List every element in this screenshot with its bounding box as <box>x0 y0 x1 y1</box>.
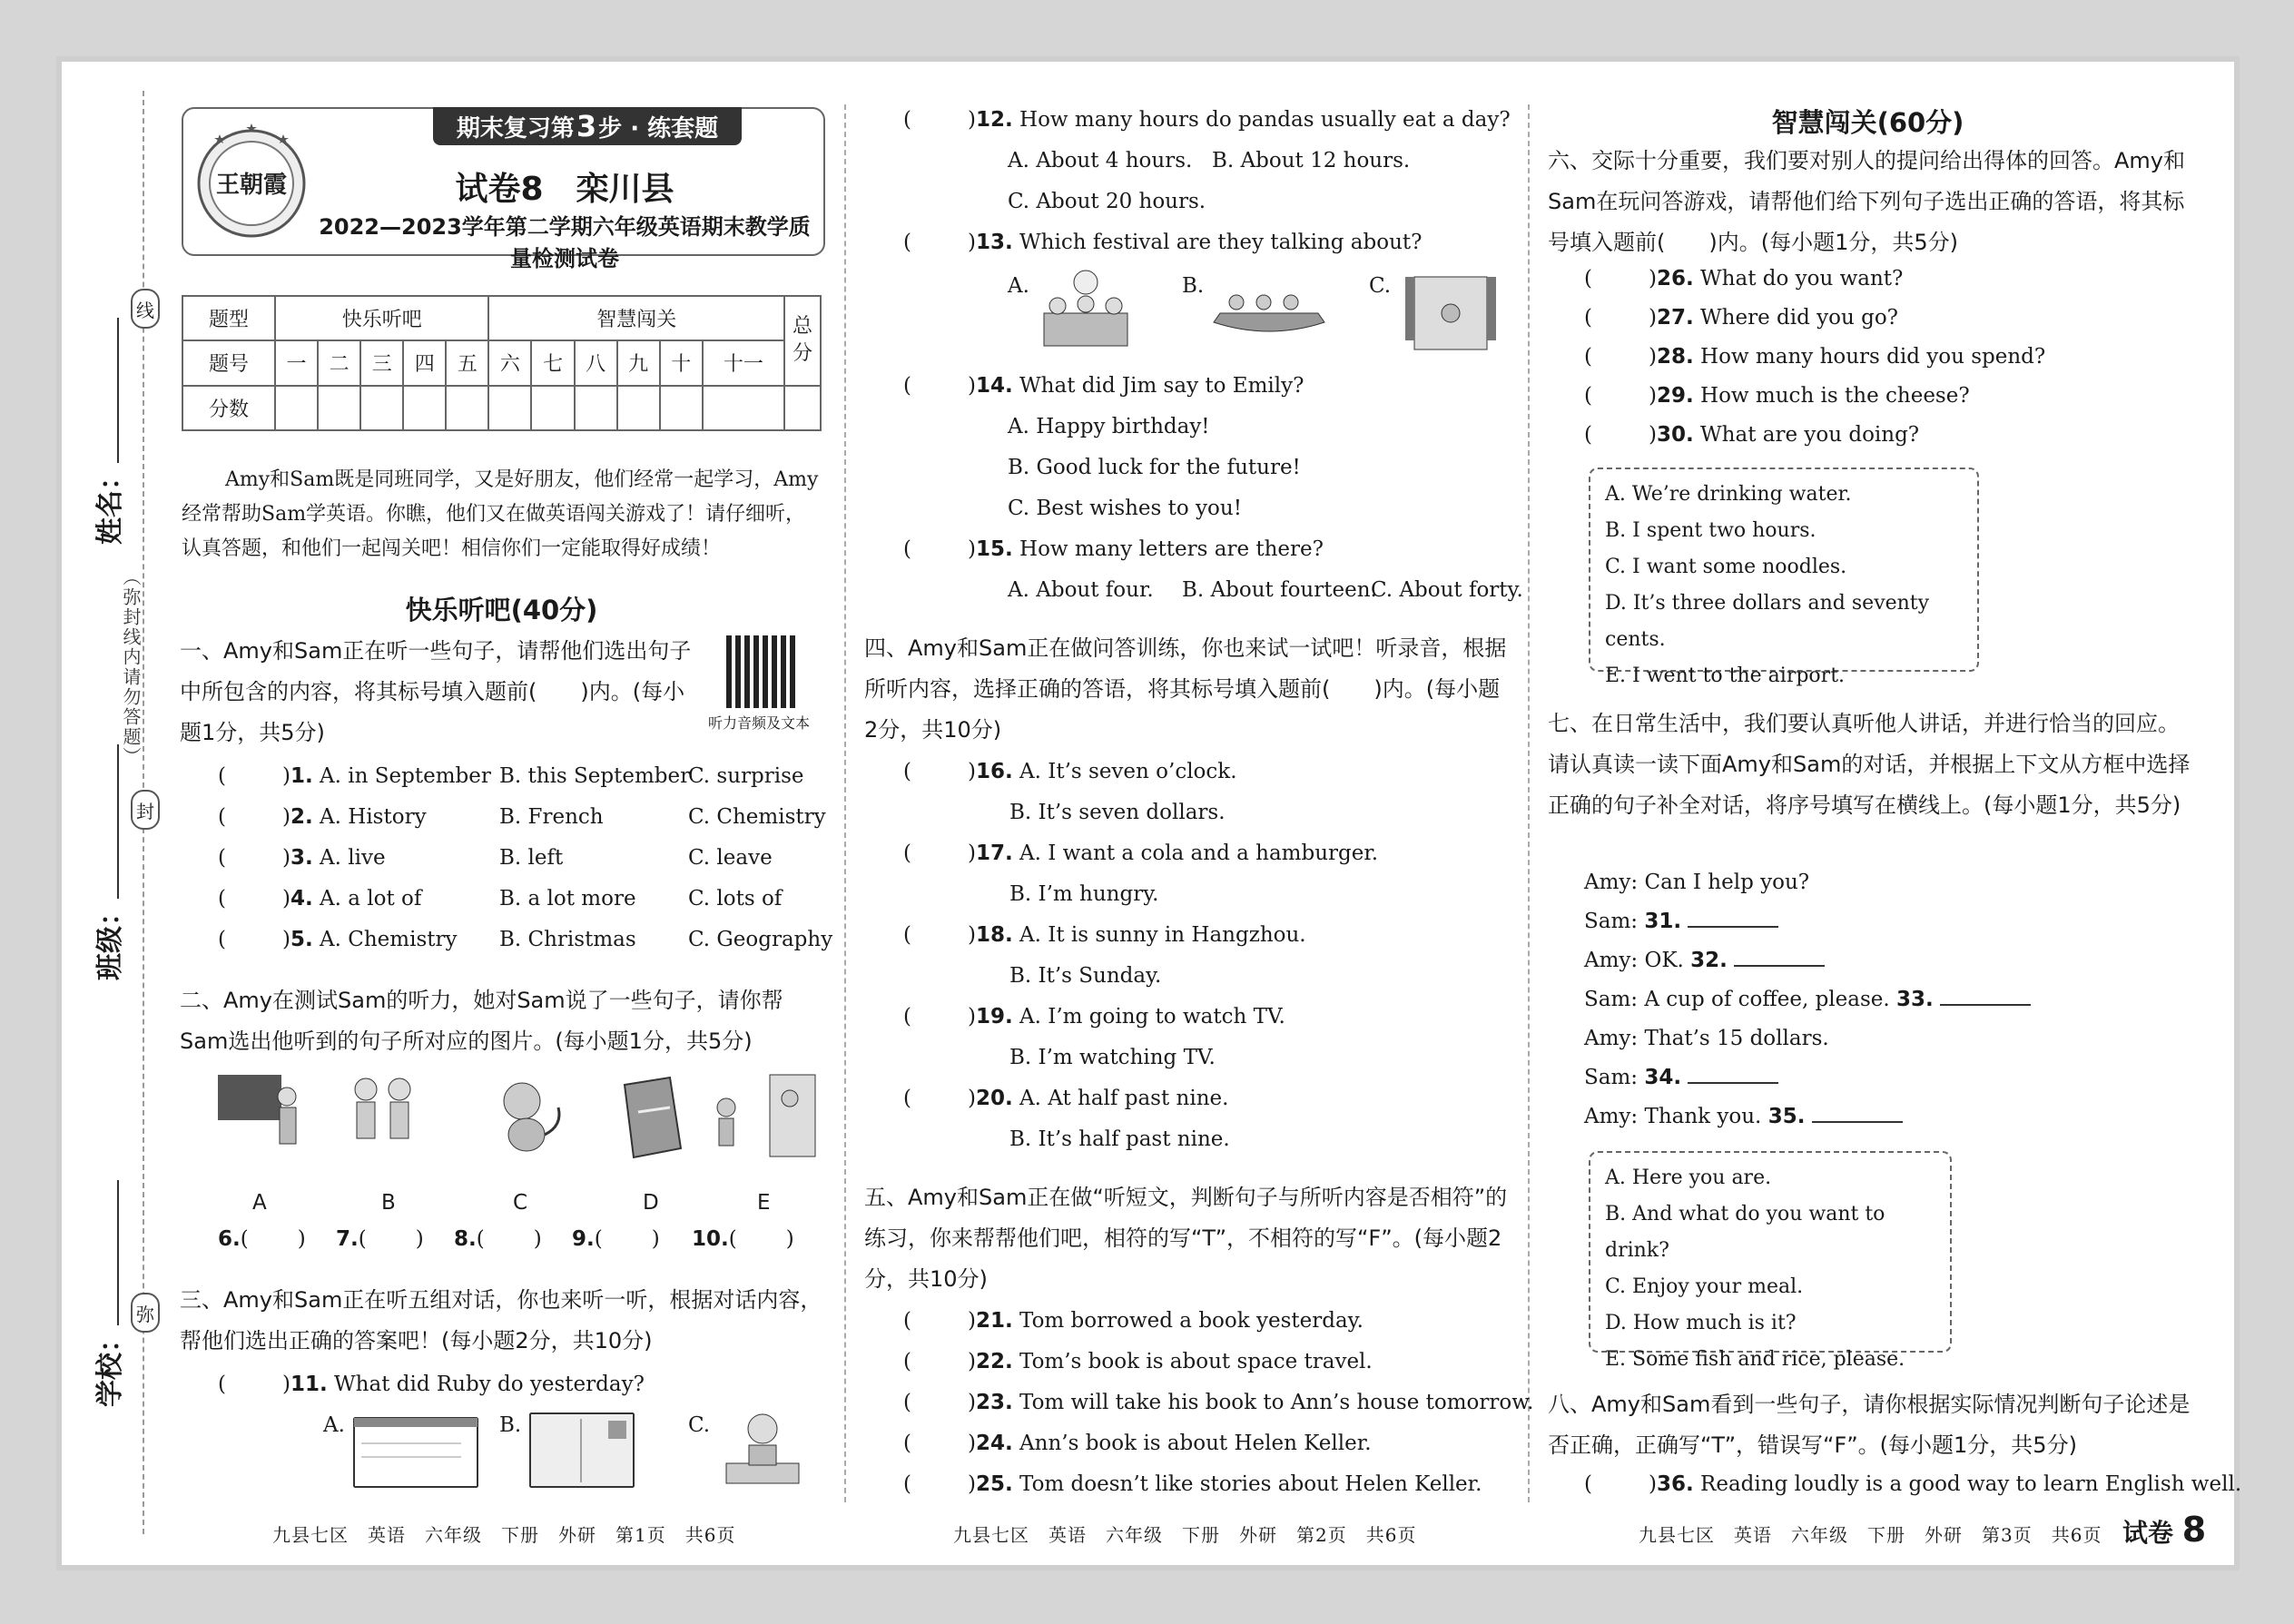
option-line: E. Some fish and rice, please. <box>1605 1348 1905 1371</box>
option-b: B. <box>1182 274 1205 298</box>
option-line: D. It’s three dollars and seventy cents. <box>1605 592 1930 651</box>
answer-blank[interactable]: 6.( ) <box>218 1227 306 1251</box>
section5-instructions: 五、Amy和Sam正在做“听短文，判断句子与所听内容是否相符”的练习，你来帮帮他们吧，相符的写“T”，不相符的写“F”。(每小题2分，共10分) <box>864 1185 1508 1292</box>
list-item: ( )26. What do you want? <box>1584 267 1904 290</box>
option-line: D. How much is it? <box>1605 1312 1797 1334</box>
option-line: B. I spent two hours. <box>1605 519 1816 542</box>
question-12: ( )12. How many hours do pandas usually eat a day? <box>903 108 1511 132</box>
table-cell: 总分 <box>784 296 821 386</box>
question-11: ( )11. What did Ruby do yesterday? <box>218 1373 645 1396</box>
table-cell: 十一 <box>703 340 784 385</box>
option-c: C. <box>1369 274 1392 298</box>
publisher-logo <box>192 118 310 243</box>
option-c: C. surprise <box>688 764 804 788</box>
table-cell: 六 <box>488 340 531 385</box>
score-cell[interactable] <box>784 386 821 430</box>
monkey-picture <box>486 1076 567 1157</box>
option-b: B. this September <box>499 764 691 788</box>
picture-letter: C <box>513 1191 528 1215</box>
exam-title: 试卷8 栾川县 <box>455 171 674 208</box>
table-cell: 七 <box>531 340 574 385</box>
score-cell[interactable] <box>660 386 703 430</box>
list-item: ( )2. A. History <box>218 805 427 829</box>
list-item: ( )1. A. in September <box>218 764 491 788</box>
list-item: ( )29. How much is the cheese? <box>1584 384 1970 408</box>
option-b: B. a lot more <box>499 887 636 910</box>
score-cell[interactable] <box>360 386 403 430</box>
list-item: ( )5. A. Chemistry <box>218 928 458 951</box>
question-15: ( )15. How many letters are there? <box>903 537 1324 561</box>
option-c: C. Best wishes to you! <box>1008 497 1242 520</box>
option-b: B. <box>499 1413 522 1437</box>
exam-number-badge: 试卷 8 <box>2122 1510 2207 1550</box>
qr-label: 听力音频及文本 <box>708 714 811 732</box>
list-item: ( )16. A. It’s seven o’clock. <box>903 760 1237 783</box>
review-step-badge: 期末复习第 3 步 · 练套题 <box>433 107 742 145</box>
two-children-picture <box>343 1071 425 1162</box>
option-b: B. It’s half past nine. <box>1009 1127 1230 1151</box>
option-line: A. Here you are. <box>1605 1166 1772 1189</box>
list-item: ( )25. Tom doesn’t like stories about Helen Keller. <box>903 1472 1482 1496</box>
dragon-boat-picture <box>1209 268 1329 340</box>
option-line: E. I went to the airport. <box>1605 664 1846 687</box>
option-a: A. <box>1008 274 1029 298</box>
option-b: B. I’m hungry. <box>1009 882 1159 906</box>
section8-instructions: 八、Amy和Sam看到一些句子，请你根据实际情况判断句子论述是否正确，正确写“T”，错误写“F”。(每小题1分，共5分) <box>1548 1392 2191 1458</box>
intro-paragraph: Amy和Sam既是同班同学，又是好朋友，他们经常一起学习，Amy经常帮助Sam学英语。你瞧，他们又在做英语闯关游戏了！请仔细听，认真答题，和他们一起闯关吧！相信你们一定能取得好成绩！ <box>182 468 819 560</box>
list-item: ( )18. A. It is sunny in Hangzhou. <box>903 923 1306 947</box>
column-divider <box>1528 104 1530 1502</box>
question-13: ( )13. Which festival are they talking about? <box>903 231 1423 254</box>
name-label: 姓名： <box>87 318 127 545</box>
picture-letter: D <box>643 1191 659 1215</box>
table-cell: 八 <box>575 340 617 385</box>
option-c: C. About forty. <box>1371 578 1523 602</box>
table-cell: 题号 <box>182 340 275 385</box>
dialog-line: Sam: 34. <box>1584 1059 1778 1096</box>
list-item: ( )28. How many hours did you spend? <box>1584 345 2046 369</box>
list-item: ( )24. Ann’s book is about Helen Keller. <box>903 1432 1372 1455</box>
table-cell: 十 <box>660 340 703 385</box>
option-a: A. About four. <box>1008 578 1154 602</box>
score-cell[interactable] <box>403 386 446 430</box>
options-box <box>1589 468 1979 687</box>
score-table <box>182 295 822 431</box>
section3-instructions: 三、Amy和Sam正在听五组对话，你也来听一听，根据对话内容，帮他们选出正确的答案吧！(每小题2分，共10分) <box>180 1287 822 1353</box>
dialog-line: Amy: Can I help you? <box>1584 871 1810 894</box>
dialog-line: Sam: 31. <box>1584 903 1778 940</box>
score-cell[interactable] <box>617 386 660 430</box>
table-cell: 一 <box>275 340 318 385</box>
table-cell: 五 <box>446 340 488 385</box>
option-c: C. lots of <box>688 887 783 910</box>
mid-autumn-family-picture <box>1035 268 1137 351</box>
option-line: A. We’re drinking water. <box>1605 483 1852 506</box>
binding-note: （弥封线内请勿答题） <box>120 567 142 767</box>
table-cell: 二 <box>318 340 360 385</box>
dialog-line: Amy: OK. 32. <box>1584 942 1825 979</box>
option-c: C. leave <box>688 846 773 870</box>
teacher-blackboard-picture <box>216 1069 307 1160</box>
table-cell: 三 <box>360 340 403 385</box>
section4-instructions: 四、Amy和Sam正在做问答训练，你也来试一试吧！听录音，根据所听内容，选择正确的答语，将其标号填入题前( )内。(每小题2分，共10分) <box>864 635 1507 743</box>
score-cell[interactable] <box>703 386 784 430</box>
option-b: B. Good luck for the future! <box>1008 456 1301 479</box>
logo-text: 王朝霞 <box>215 172 288 199</box>
option-c: C. Chemistry <box>688 805 826 829</box>
option-b: B. About 12 hours. <box>1212 149 1411 172</box>
score-cell[interactable] <box>575 386 617 430</box>
answer-blank[interactable]: 10.( ) <box>692 1227 794 1251</box>
dialog-line: Sam: A cup of coffee, please. 33. <box>1584 981 2031 1018</box>
seal-line-mark: 线 <box>131 289 160 329</box>
option-line: C. Enjoy your meal. <box>1605 1275 1804 1298</box>
family-at-door-picture <box>706 1071 820 1162</box>
question-36: ( )36. Reading loudly is a good way to learn English well. <box>1584 1472 2242 1496</box>
exam-subtitle: 2022—2023学年第二学期六年级英语期末教学质量检测试卷 <box>319 214 811 271</box>
part2-title: 智慧闯关(60分) <box>1771 107 1964 138</box>
answer-blank[interactable]: 8.( ) <box>454 1227 542 1251</box>
dialog-line: Amy: Thank you. 35. <box>1584 1098 1903 1135</box>
section6-instructions: 六、交际十分重要，我们要对别人的提问给出得体的回答。Amy和Sam在玩问答游戏，请帮他们给下列句子选出正确的答语，将其标号填入题前( )内。(每小题1分，共5分) <box>1548 148 2185 255</box>
option-c: C. About 20 hours. <box>1008 190 1206 213</box>
score-cell[interactable] <box>531 386 574 430</box>
section7-instructions: 七、在日常生活中，我们要认真听他人讲话，并进行恰当的回应。请认真读一读下面Amy和Sam的对话，并根据上下文从方框中选择正确的句子补全对话，将序号填写在横线上。(每小题1分，共5分) <box>1548 711 2191 818</box>
exam-header <box>182 107 825 271</box>
page-footer: 九县七区 英语 六年级 下册 外研 第2页 共6页 <box>953 1524 1417 1546</box>
picture-letter: B <box>381 1191 396 1215</box>
table-cell: 九 <box>617 340 660 385</box>
option-b: B. It’s Sunday. <box>1009 964 1162 988</box>
dialog-line: Amy: That’s 15 dollars. <box>1584 1027 1829 1050</box>
section2-instructions: 二、Amy在测试Sam的听力，她对Sam说了一些句子，请你帮Sam选出他听到的句子所对应的图片。(每小题1分，共5分) <box>180 988 783 1054</box>
options-box <box>1589 1151 1952 1371</box>
email-picture <box>352 1416 479 1489</box>
option-b: B. It’s seven dollars. <box>1009 801 1226 824</box>
table-cell: 智慧闯关 <box>488 296 784 340</box>
score-cell[interactable] <box>318 386 360 430</box>
list-item: ( )19. A. I’m going to watch TV. <box>903 1005 1285 1029</box>
column-divider <box>844 104 846 1502</box>
option-a: A. About 4 hours. <box>1008 149 1193 172</box>
page-footer: 九县七区 英语 六年级 下册 外研 第3页 共6页 <box>1639 1524 2102 1546</box>
answer-blank[interactable]: 7.( ) <box>336 1227 424 1251</box>
table-cell: 分数 <box>182 386 275 430</box>
book-picture <box>615 1076 688 1162</box>
seal-closing-mark: 弥 <box>131 1293 160 1333</box>
list-item: ( )27. Where did you go? <box>1584 306 1898 330</box>
page-footer: 九县七区 英语 六年级 下册 外研 第1页 共6页 <box>272 1524 736 1546</box>
table-cell: 快乐听吧 <box>275 296 488 340</box>
list-item: ( )23. Tom will take his book to Ann’s house tomorrow. <box>903 1391 1534 1414</box>
list-item: ( )21. Tom borrowed a book yesterday. <box>903 1309 1364 1333</box>
option-c: C. <box>688 1413 711 1437</box>
part1-title: 快乐听吧(40分) <box>405 595 598 625</box>
picture-letter: E <box>757 1191 771 1215</box>
boy-writing-picture <box>717 1409 808 1492</box>
section1-instructions: 一、Amy和Sam正在听一些句子，请帮他们选出句子中所包含的内容，将其标号填入题前( )内。(每小题1分，共5分) <box>180 638 692 745</box>
seal-seal-mark: 封 <box>131 790 160 830</box>
spring-festival-door-picture <box>1396 268 1503 351</box>
option-b: B. Christmas <box>499 928 636 951</box>
option-b: B. About fourteen. <box>1182 578 1377 602</box>
option-b: B. French <box>499 805 604 829</box>
option-line: C. I want some noodles. <box>1605 556 1847 578</box>
qr-code <box>726 635 799 708</box>
option-b: B. I’m watching TV. <box>1009 1046 1216 1069</box>
option-a: A. Happy birthday! <box>1008 415 1210 438</box>
option-c: C. Geography <box>688 928 833 951</box>
question-14: ( )14. What did Jim say to Emily? <box>903 374 1305 398</box>
table-cell: 题型 <box>182 296 275 340</box>
list-item: ( )17. A. I want a cola and a hamburger. <box>903 842 1379 865</box>
list-item: ( )3. A. live <box>218 846 386 870</box>
list-item: ( )22. Tom’s book is about space travel. <box>903 1350 1373 1373</box>
class-label: 班级： <box>87 744 127 980</box>
list-item: ( )4. A. a lot of <box>218 887 422 910</box>
option-b: B. left <box>499 846 564 870</box>
postcard-picture <box>528 1412 635 1489</box>
table-cell: 四 <box>403 340 446 385</box>
list-item: ( )30. What are you doing? <box>1584 423 1920 447</box>
score-cell[interactable] <box>275 386 318 430</box>
option-line: B. And what do you want to drink? <box>1605 1203 1885 1262</box>
score-cell[interactable] <box>488 386 531 430</box>
option-a: A. <box>323 1413 345 1437</box>
score-cell[interactable] <box>446 386 488 430</box>
school-label: 学校： <box>87 1180 127 1407</box>
picture-letter: A <box>252 1191 267 1215</box>
answer-blank[interactable]: 9.( ) <box>572 1227 660 1251</box>
list-item: ( )20. A. At half past nine. <box>903 1087 1229 1110</box>
